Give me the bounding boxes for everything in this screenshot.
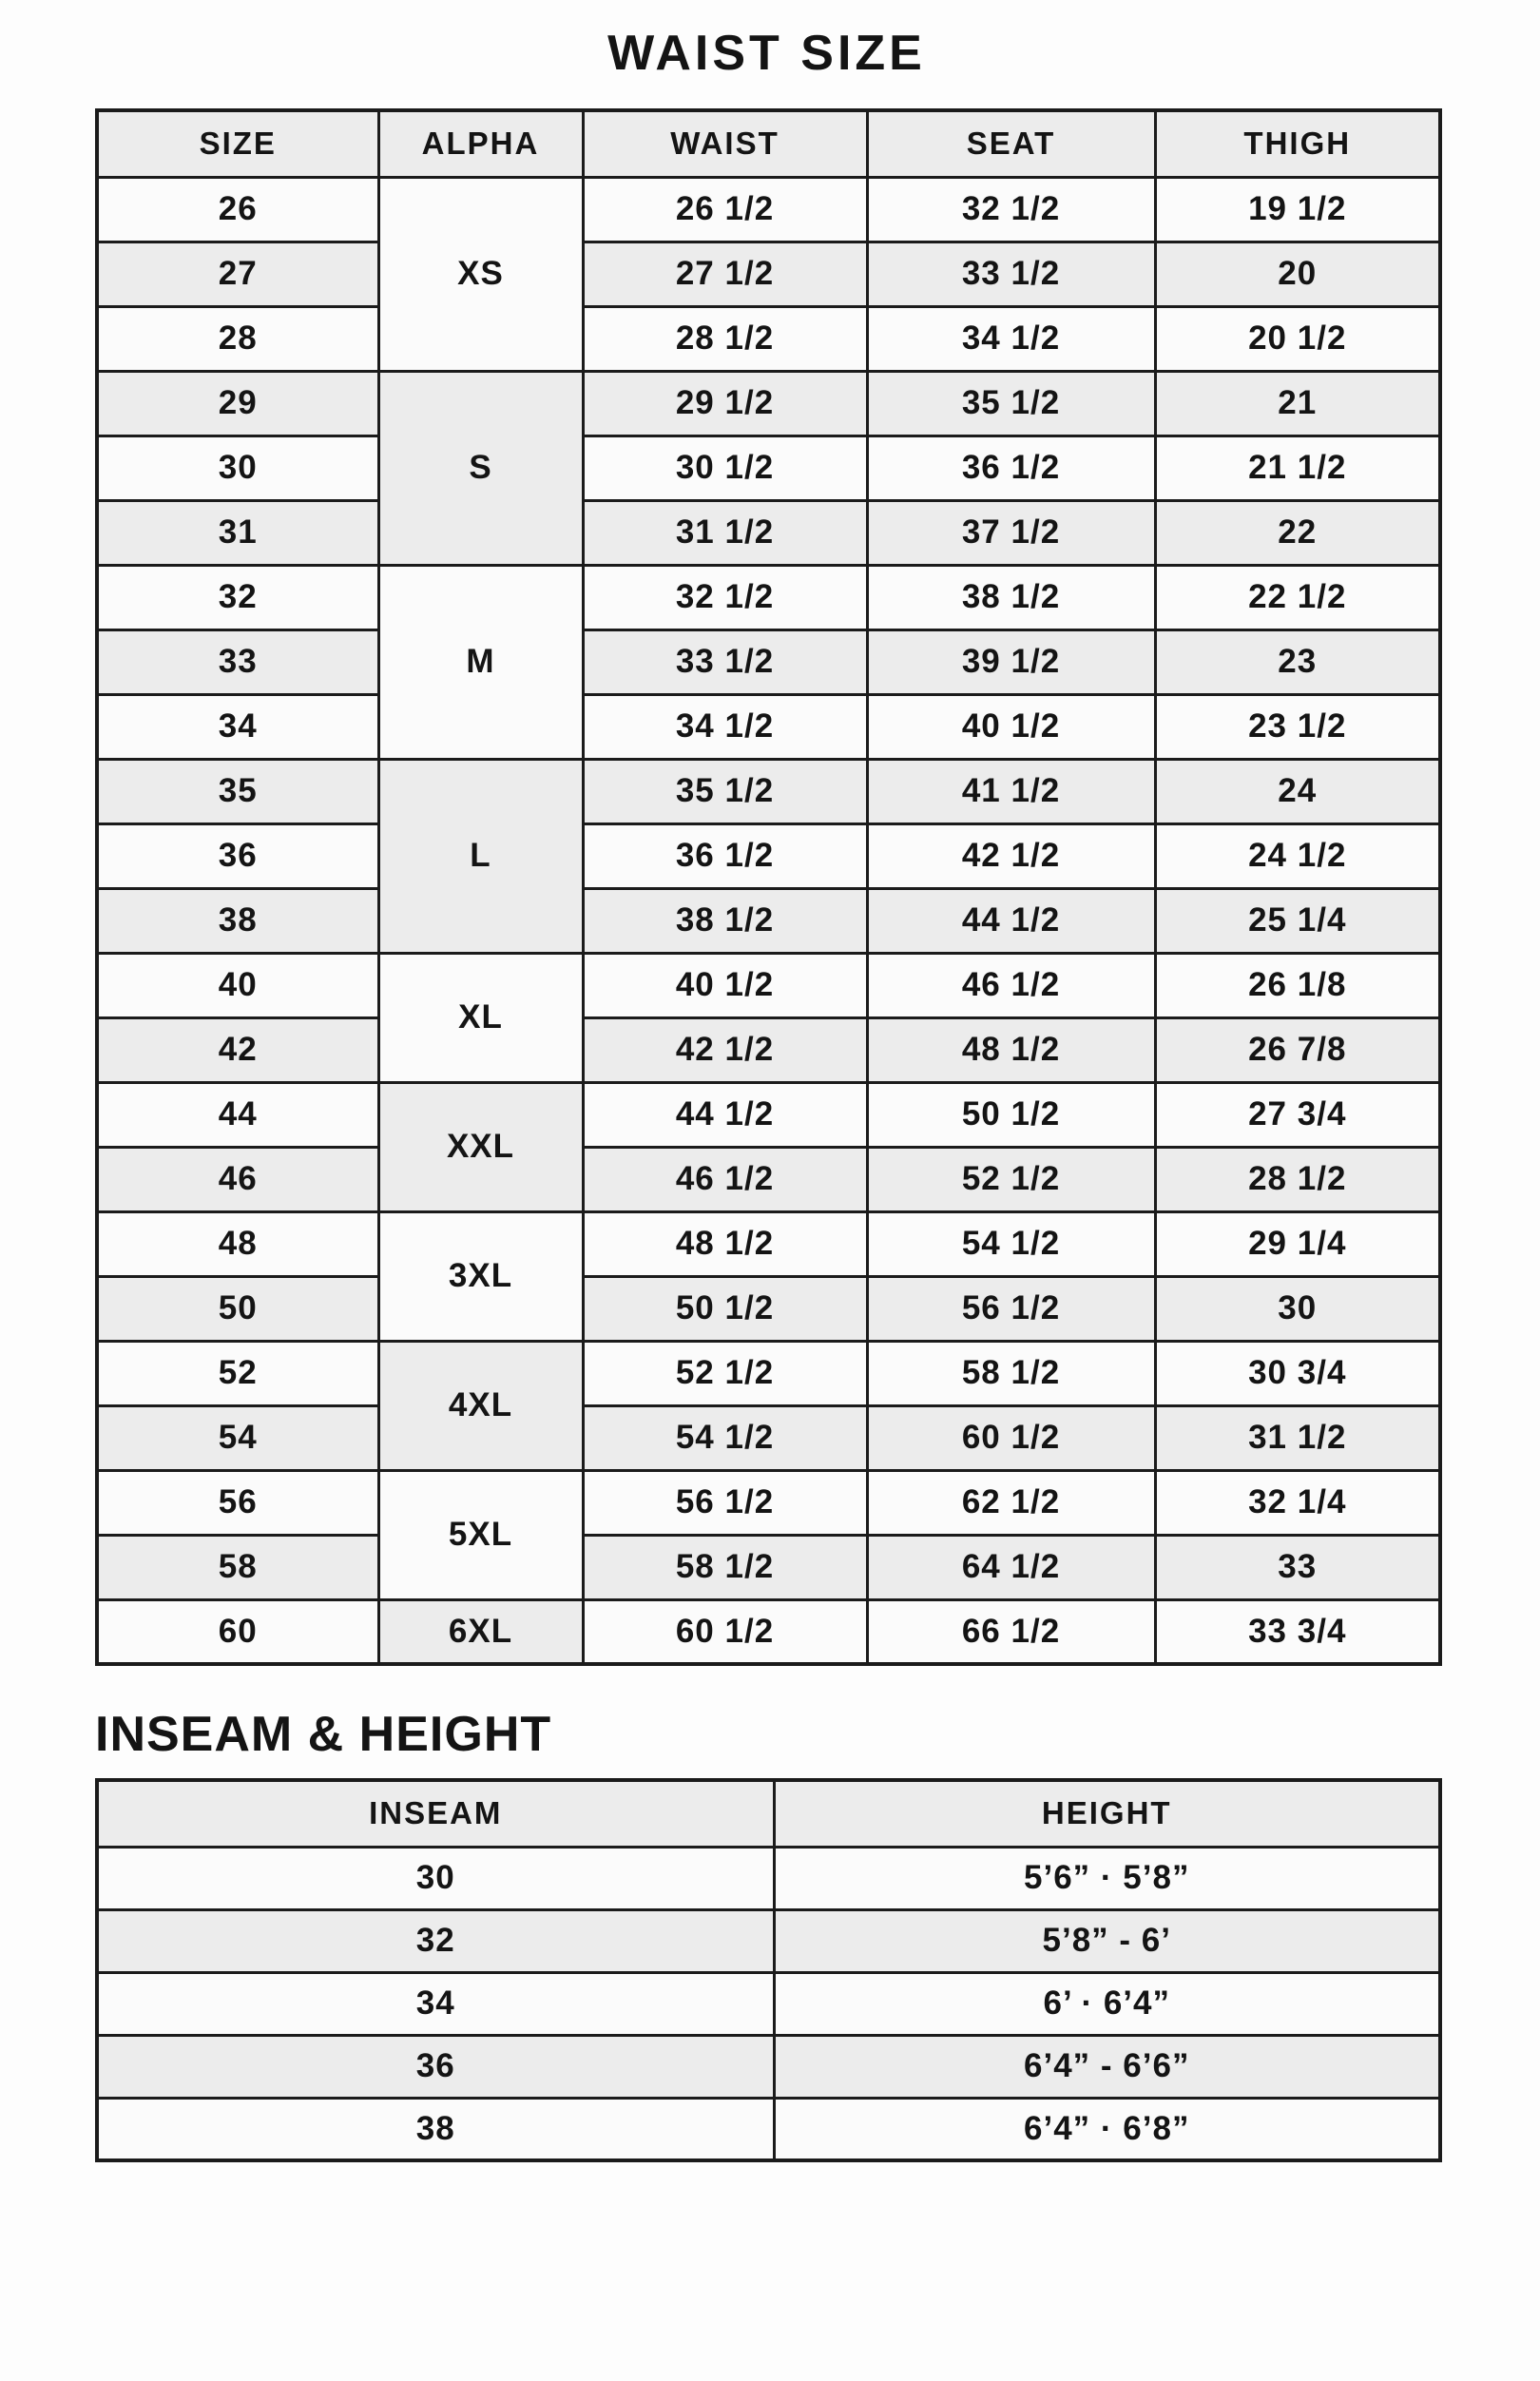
size-cell: 40 [97,953,378,1017]
header-row [97,1780,1440,1847]
thigh-cell: 20 1/2 [1155,306,1440,371]
thigh-cell: 32 1/4 [1155,1470,1440,1535]
seat-cell: 40 1/2 [867,694,1155,759]
inseam-table-body [97,1847,1440,2160]
thigh-cell: 24 [1155,759,1440,823]
waist-cell: 28 1/2 [583,306,867,371]
waist-cell: 29 1/2 [583,371,867,436]
height-cell: 6’ · 6’4” [774,1972,1440,2035]
seat-cell: 50 1/2 [867,1082,1155,1147]
table-row [97,629,1440,694]
header-cell-thigh: THIGH [1155,110,1440,177]
seat-cell: 33 1/2 [867,242,1155,306]
table-row [97,2098,1440,2160]
size-cell: 58 [97,1535,378,1599]
waist-cell: 31 1/2 [583,500,867,565]
table-row [97,565,1440,629]
table-row [97,1082,1440,1147]
seat-cell: 62 1/2 [867,1470,1155,1535]
table-row [97,2035,1440,2098]
alpha-cell: M [378,565,583,759]
header-row [97,110,1440,177]
table-row [97,1405,1440,1470]
alpha-cell: XS [378,177,583,371]
table-row [97,242,1440,306]
table-row [97,1276,1440,1341]
table-row [97,1535,1440,1599]
size-cell: 32 [97,565,378,629]
thigh-cell: 27 3/4 [1155,1082,1440,1147]
header-cell-height: HEIGHT [774,1780,1440,1847]
table-row [97,436,1440,500]
thigh-cell: 22 [1155,500,1440,565]
waist-cell: 50 1/2 [583,1276,867,1341]
waist-table-header [97,110,1440,177]
table-row [97,823,1440,888]
waist-cell: 58 1/2 [583,1535,867,1599]
alpha-cell: S [378,371,583,565]
table-row [97,1211,1440,1276]
waist-cell: 30 1/2 [583,436,867,500]
height-cell: 5’6” · 5’8” [774,1847,1440,1909]
seat-cell: 66 1/2 [867,1599,1155,1664]
inseam-cell: 38 [97,2098,774,2160]
seat-cell: 60 1/2 [867,1405,1155,1470]
thigh-cell: 23 1/2 [1155,694,1440,759]
waist-cell: 60 1/2 [583,1599,867,1664]
size-cell: 29 [97,371,378,436]
table-row [97,1147,1440,1211]
waist-cell: 54 1/2 [583,1405,867,1470]
waist-cell: 26 1/2 [583,177,867,242]
size-cell: 35 [97,759,378,823]
size-cell: 44 [97,1082,378,1147]
size-cell: 54 [97,1405,378,1470]
seat-cell: 46 1/2 [867,953,1155,1017]
seat-cell: 35 1/2 [867,371,1155,436]
table-row [97,500,1440,565]
alpha-cell: 6XL [378,1599,583,1664]
waist-cell: 33 1/2 [583,629,867,694]
seat-cell: 44 1/2 [867,888,1155,953]
size-cell: 46 [97,1147,378,1211]
waist-cell: 46 1/2 [583,1147,867,1211]
header-cell-size: SIZE [97,110,378,177]
header-cell-waist: WAIST [583,110,867,177]
table-row [97,371,1440,436]
table-row [97,694,1440,759]
waist-cell: 56 1/2 [583,1470,867,1535]
table-row [97,177,1440,242]
thigh-cell: 22 1/2 [1155,565,1440,629]
seat-cell: 41 1/2 [867,759,1155,823]
waist-cell: 32 1/2 [583,565,867,629]
size-cell: 38 [97,888,378,953]
height-cell: 5’8” - 6’ [774,1909,1440,1972]
thigh-cell: 26 7/8 [1155,1017,1440,1082]
header-cell-seat: SEAT [867,110,1155,177]
table-row [97,759,1440,823]
size-cell: 52 [97,1341,378,1405]
size-cell: 48 [97,1211,378,1276]
seat-cell: 58 1/2 [867,1341,1155,1405]
alpha-cell: XL [378,953,583,1082]
size-cell: 28 [97,306,378,371]
table-row [97,1972,1440,2035]
inseam-cell: 30 [97,1847,774,1909]
waist-cell: 34 1/2 [583,694,867,759]
table-row [97,888,1440,953]
seat-cell: 56 1/2 [867,1276,1155,1341]
seat-cell: 42 1/2 [867,823,1155,888]
table-row [97,306,1440,371]
table-row [97,1470,1440,1535]
seat-cell: 54 1/2 [867,1211,1155,1276]
size-cell: 56 [97,1470,378,1535]
size-cell: 30 [97,436,378,500]
waist-cell: 27 1/2 [583,242,867,306]
thigh-cell: 24 1/2 [1155,823,1440,888]
size-cell: 33 [97,629,378,694]
waist-cell: 36 1/2 [583,823,867,888]
seat-cell: 38 1/2 [867,565,1155,629]
height-cell: 6’4” - 6’6” [774,2035,1440,2098]
size-cell: 34 [97,694,378,759]
thigh-cell: 28 1/2 [1155,1147,1440,1211]
seat-cell: 32 1/2 [867,177,1155,242]
alpha-cell: 5XL [378,1470,583,1599]
thigh-cell: 21 1/2 [1155,436,1440,500]
inseam-height-table [95,1778,1442,2162]
inseam-cell: 36 [97,2035,774,2098]
alpha-cell: L [378,759,583,953]
page-title: WAIST SIZE [607,26,926,81]
seat-cell: 36 1/2 [867,436,1155,500]
waist-table-body [97,177,1440,1664]
size-cell: 27 [97,242,378,306]
thigh-cell: 33 3/4 [1155,1599,1440,1664]
size-cell: 60 [97,1599,378,1664]
thigh-cell: 19 1/2 [1155,177,1440,242]
thigh-cell: 20 [1155,242,1440,306]
seat-cell: 37 1/2 [867,500,1155,565]
waist-cell: 35 1/2 [583,759,867,823]
waist-cell: 40 1/2 [583,953,867,1017]
thigh-cell: 25 1/4 [1155,888,1440,953]
header-cell-inseam: INSEAM [97,1780,774,1847]
thigh-cell: 21 [1155,371,1440,436]
waist-cell: 48 1/2 [583,1211,867,1276]
table-row [97,1909,1440,1972]
table-row [97,1017,1440,1082]
size-cell: 36 [97,823,378,888]
inseam-cell: 32 [97,1909,774,1972]
alpha-cell: XXL [378,1082,583,1211]
thigh-cell: 30 3/4 [1155,1341,1440,1405]
table-row [97,1599,1440,1664]
inseam-cell: 34 [97,1972,774,2035]
waist-cell: 38 1/2 [583,888,867,953]
waist-cell: 42 1/2 [583,1017,867,1082]
size-cell: 42 [97,1017,378,1082]
table-row [97,953,1440,1017]
alpha-cell: 3XL [378,1211,583,1341]
section-title: INSEAM & HEIGHT [95,1707,552,1762]
header-cell-alpha: ALPHA [378,110,583,177]
height-cell: 6’4” · 6’8” [774,2098,1440,2160]
waist-size-table [95,108,1442,1666]
seat-cell: 52 1/2 [867,1147,1155,1211]
size-cell: 50 [97,1276,378,1341]
thigh-cell: 23 [1155,629,1440,694]
thigh-cell: 29 1/4 [1155,1211,1440,1276]
thigh-cell: 26 1/8 [1155,953,1440,1017]
seat-cell: 64 1/2 [867,1535,1155,1599]
thigh-cell: 33 [1155,1535,1440,1599]
size-cell: 26 [97,177,378,242]
inseam-table-header [97,1780,1440,1847]
thigh-cell: 31 1/2 [1155,1405,1440,1470]
table-row [97,1847,1440,1909]
thigh-cell: 30 [1155,1276,1440,1341]
seat-cell: 48 1/2 [867,1017,1155,1082]
waist-cell: 52 1/2 [583,1341,867,1405]
seat-cell: 39 1/2 [867,629,1155,694]
seat-cell: 34 1/2 [867,306,1155,371]
table-row [97,1341,1440,1405]
alpha-cell: 4XL [378,1341,583,1470]
waist-cell: 44 1/2 [583,1082,867,1147]
size-cell: 31 [97,500,378,565]
